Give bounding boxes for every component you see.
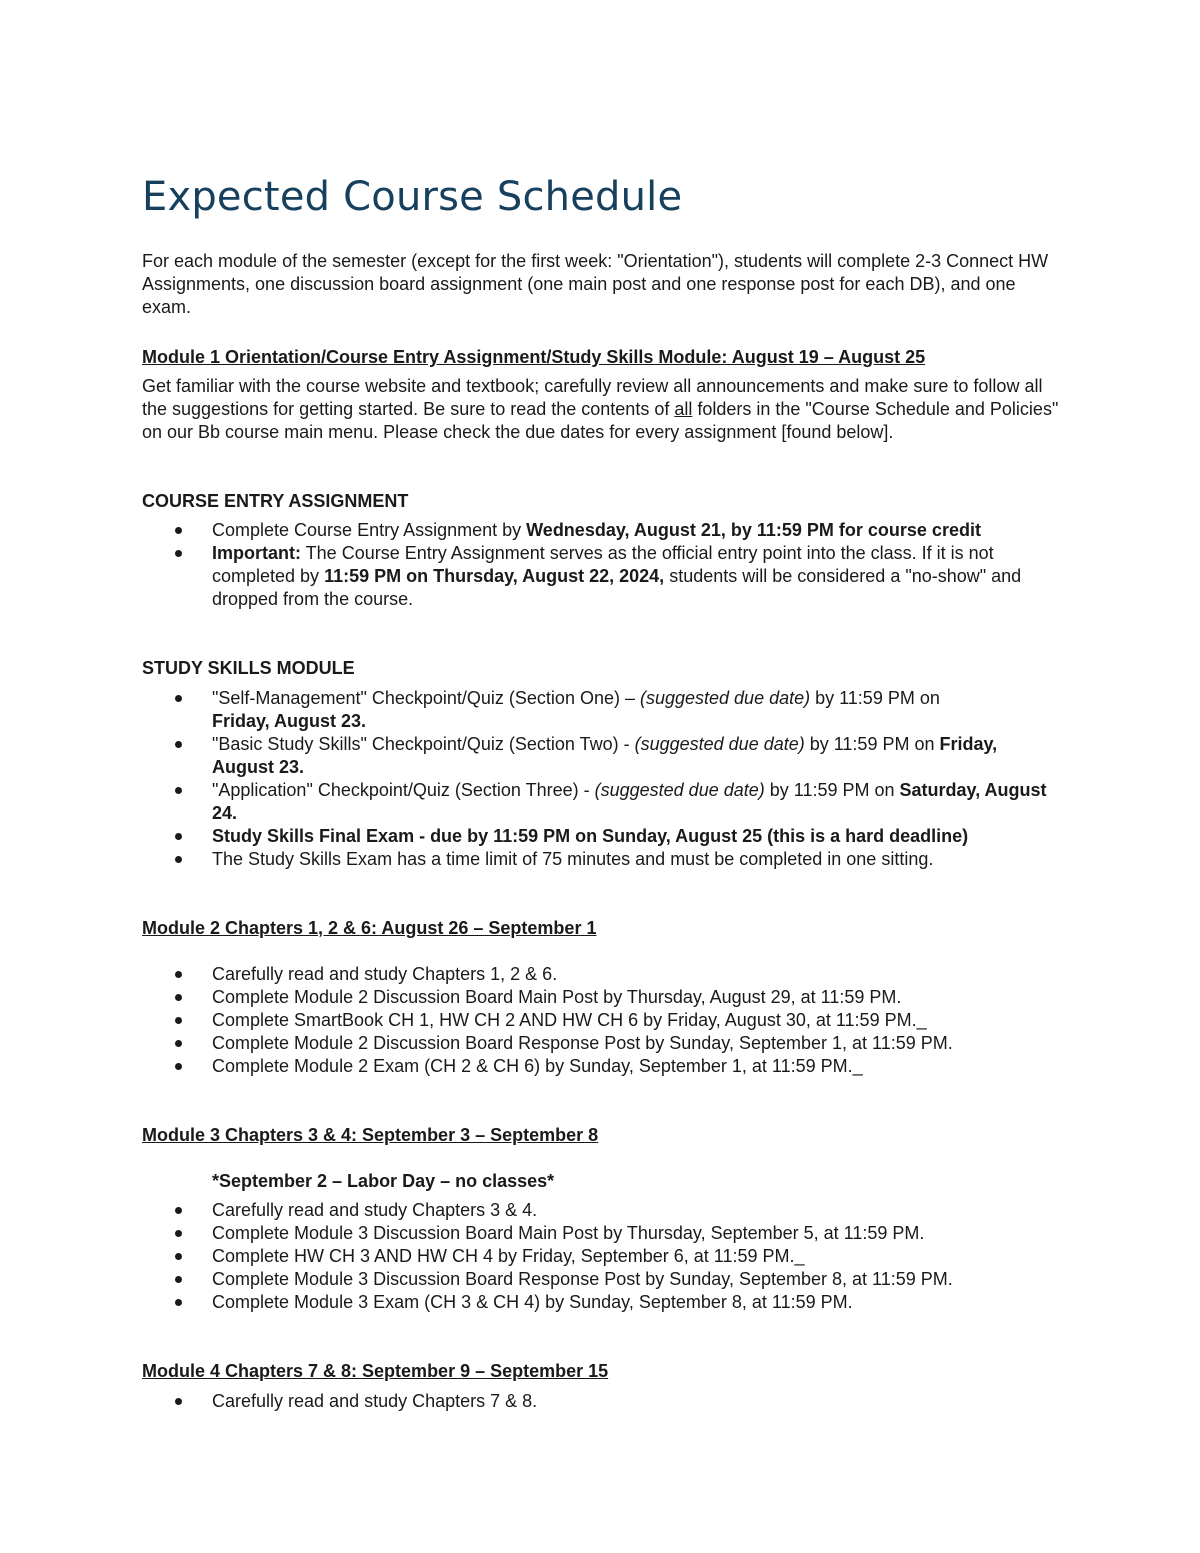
module1-text-underlined: all bbox=[674, 399, 693, 419]
bullet-icon bbox=[175, 741, 182, 748]
item-text-bold: Saturday, August 24. bbox=[212, 780, 1047, 823]
bullet-icon bbox=[175, 856, 182, 863]
item-text: Carefully read and study Chapters 1, 2 & 6. bbox=[212, 964, 558, 984]
list-item bbox=[142, 1268, 1062, 1291]
bullet-icon bbox=[175, 1063, 182, 1070]
bullet-icon bbox=[175, 833, 182, 840]
list-item bbox=[142, 1245, 1062, 1268]
item-text-bold: Study Skills Final Exam - due by 11:59 PM on Sunday, August 25 (this is a hard deadline) bbox=[212, 826, 969, 846]
item-text: "Basic Study Skills" Checkpoint/Quiz (Section Two) - bbox=[212, 734, 635, 754]
module1-text-a: Get familiar with the course website and textbook; carefully review all announcements and make sure to follow all the suggestions for getting started. Be sure to read the contents of bbox=[142, 376, 1043, 419]
intro-paragraph: For each module of the semester (except for the first week: "Orientation"), students will complete 2-3 Connect HW Assignments, one discussion board assignment (one main post and one response post for each DB), and one exam. bbox=[142, 251, 1049, 317]
item-text-italic: (suggested due date) bbox=[639, 688, 811, 708]
list-item bbox=[142, 1055, 1062, 1078]
item-text: by 11:59 PM on bbox=[764, 780, 900, 800]
item-text: Complete Module 2 Discussion Board Main Post by Thursday, August 29, at 11:59 PM. bbox=[212, 987, 902, 1007]
list-item bbox=[142, 986, 1062, 1009]
bullet-icon bbox=[175, 1276, 182, 1283]
item-text: The Course Entry Assignment serves as the official entry point into the class. If it is not completed by bbox=[212, 543, 994, 586]
bullet-icon bbox=[175, 1017, 182, 1024]
list-item bbox=[142, 1032, 1062, 1055]
list-item bbox=[142, 733, 1062, 779]
item-text: Complete SmartBook CH 1, HW CH 2 AND HW CH 6 by Friday, August 30, at 11:59 PM._ bbox=[212, 1010, 927, 1030]
module2-heading: Module 2 Chapters 1, 2 & 6: August 26 – September 1 bbox=[142, 918, 597, 938]
item-text-italic: (suggested due date) bbox=[594, 780, 765, 800]
document-title: Expected Course Schedule bbox=[142, 174, 683, 220]
item-text: Complete Course Entry Assignment by bbox=[212, 520, 527, 540]
list-item bbox=[142, 542, 1062, 611]
course-entry-list bbox=[142, 519, 1062, 611]
list-item bbox=[142, 848, 1062, 871]
module1-paragraph bbox=[142, 375, 1062, 444]
bullet-icon bbox=[175, 1253, 182, 1260]
list-item bbox=[142, 825, 1062, 848]
module4-list bbox=[142, 1390, 1062, 1413]
item-text: "Self-Management" Checkpoint/Quiz (Section One) – bbox=[212, 688, 640, 708]
list-item bbox=[142, 1199, 1062, 1222]
list-item bbox=[142, 1291, 1062, 1314]
item-text: Complete Module 3 Discussion Board Main Post by Thursday, September 5, at 11:59 PM. bbox=[212, 1223, 925, 1243]
list-item bbox=[142, 1009, 1062, 1032]
study-skills-heading: STUDY SKILLS MODULE bbox=[142, 658, 355, 678]
item-text: The Study Skills Exam has a time limit of 75 minutes and must be completed in one sitting. bbox=[212, 849, 934, 869]
item-text: Carefully read and study Chapters 3 & 4. bbox=[212, 1200, 538, 1220]
bullet-icon bbox=[175, 1230, 182, 1237]
item-text: by 11:59 PM on bbox=[810, 688, 940, 708]
item-text-bold: Friday, August 23. bbox=[212, 711, 367, 731]
bullet-icon bbox=[175, 1207, 182, 1214]
module1-text-b: folders in the "Course Schedule and Policies" on our Bb course main menu. Please check the due dates for every assignment [found below]. bbox=[142, 399, 1059, 442]
item-text: Complete Module 3 Exam (CH 3 & CH 4) by Sunday, September 8, at 11:59 PM. bbox=[212, 1292, 853, 1312]
item-text-bold: 11:59 PM on Thursday, August 22, 2024, bbox=[324, 566, 665, 586]
module4-heading: Module 4 Chapters 7 & 8: September 9 – September 15 bbox=[142, 1361, 609, 1381]
bullet-icon bbox=[175, 1398, 182, 1405]
module3-list bbox=[142, 1199, 1062, 1314]
bullet-icon bbox=[175, 994, 182, 1001]
bullet-icon bbox=[175, 550, 182, 557]
item-text: students will be considered a "no-show" and dropped from the course. bbox=[212, 566, 1022, 609]
list-item bbox=[142, 779, 1062, 825]
module1-heading: Module 1 Orientation/Course Entry Assignment/Study Skills Module: August 19 – August 25 bbox=[142, 347, 926, 367]
bullet-icon bbox=[175, 695, 182, 702]
item-text-bold: Friday, August 23. bbox=[212, 734, 998, 777]
item-text-bold: Wednesday, August 21, by 11:59 PM for course credit bbox=[526, 520, 981, 540]
bullet-icon bbox=[175, 971, 182, 978]
item-text: Complete Module 3 Discussion Board Response Post by Sunday, September 8, at 11:59 PM. bbox=[212, 1269, 953, 1289]
item-text-bold: Important: bbox=[212, 543, 301, 563]
bullet-icon bbox=[175, 527, 182, 534]
item-text: Complete Module 2 Exam (CH 2 & CH 6) by Sunday, September 1, at 11:59 PM._ bbox=[212, 1056, 863, 1076]
course-entry-heading: COURSE ENTRY ASSIGNMENT bbox=[142, 491, 409, 511]
study-skills-list bbox=[142, 687, 1062, 871]
item-text-italic: (suggested due date) bbox=[634, 734, 805, 754]
bullet-icon bbox=[175, 787, 182, 794]
bullet-icon bbox=[175, 1299, 182, 1306]
list-item bbox=[142, 1390, 1062, 1413]
item-text: by 11:59 PM on bbox=[804, 734, 940, 754]
list-item bbox=[142, 519, 1062, 542]
list-item bbox=[142, 687, 1062, 733]
list-item bbox=[142, 1222, 1062, 1245]
list-item bbox=[142, 963, 1062, 986]
labor-day-note: *September 2 – Labor Day – no classes* bbox=[212, 1171, 555, 1191]
item-text: "Application" Checkpoint/Quiz (Section Three) - bbox=[212, 780, 595, 800]
item-text: Complete Module 2 Discussion Board Response Post by Sunday, September 1, at 11:59 PM. bbox=[212, 1033, 953, 1053]
bullet-icon bbox=[175, 1040, 182, 1047]
item-text: Complete HW CH 3 AND HW CH 4 by Friday, September 6, at 11:59 PM._ bbox=[212, 1246, 805, 1266]
module2-list bbox=[142, 963, 1062, 1078]
module3-heading: Module 3 Chapters 3 & 4: September 3 – September 8 bbox=[142, 1125, 599, 1145]
item-text: Carefully read and study Chapters 7 & 8. bbox=[212, 1391, 538, 1411]
